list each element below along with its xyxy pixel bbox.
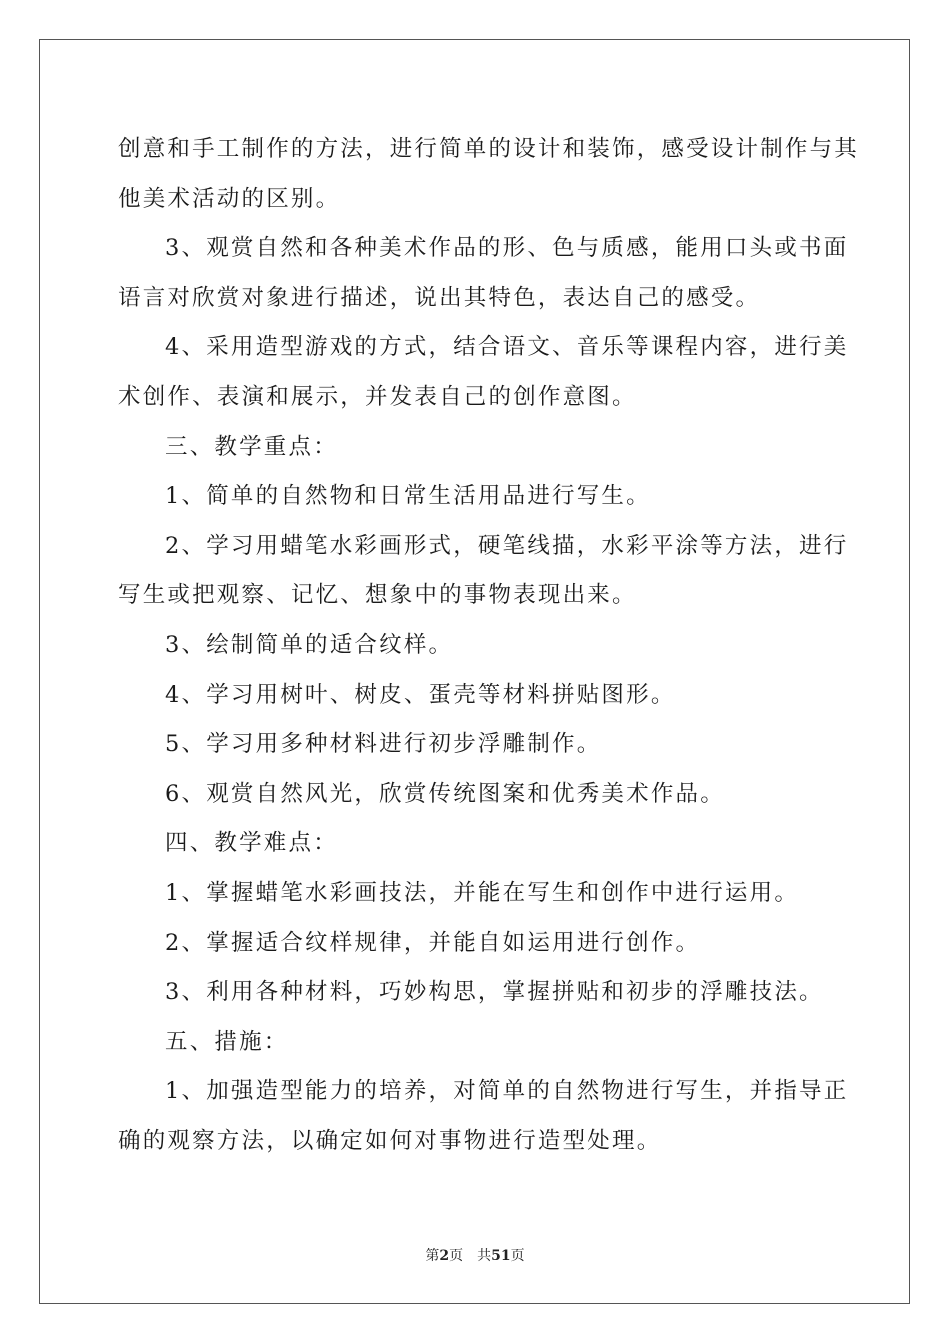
page-number: 2 xyxy=(439,1248,450,1264)
page-suffix: 页 xyxy=(449,1248,464,1264)
text-line: 三、教学重点： xyxy=(165,433,338,460)
total-suffix: 页 xyxy=(510,1248,525,1264)
text-line: 他美术活动的区别。 xyxy=(118,185,341,212)
total-pages: 51 xyxy=(491,1248,511,1264)
page-prefix: 第 xyxy=(425,1248,440,1264)
text-line: 确的观察方法，以确定如何对事物进行造型处理。 xyxy=(118,1127,662,1154)
text-line: 3、观赏自然和各种美术作品的形、色与质感，能用口头或书面 xyxy=(165,235,849,262)
text-line: 4、学习用树叶、树皮、蛋壳等材料拼贴图形。 xyxy=(165,681,676,708)
text-line: 1、加强造型能力的培养，对简单的自然物进行写生，并指导正 xyxy=(165,1078,849,1105)
text-line: 语言对欣赏对象进行描述，说出其特色，表达自己的感受。 xyxy=(118,284,761,311)
text-line: 术创作、表演和展示，并发表自己的创作意图。 xyxy=(118,383,637,410)
text-line: 3、绘制简单的适合纹样。 xyxy=(165,631,454,658)
text-line: 五、措施： xyxy=(165,1028,289,1055)
text-line: 6、观赏自然风光，欣赏传统图案和优秀美术作品。 xyxy=(165,780,725,807)
text-line: 1、简单的自然物和日常生活用品进行写生。 xyxy=(165,483,651,510)
page-footer xyxy=(0,1245,950,1265)
text-line: 4、采用造型游戏的方式，结合语文、音乐等课程内容，进行美 xyxy=(165,334,849,361)
text-line: 3、利用各种材料，巧妙构思，掌握拼贴和初步的浮雕技法。 xyxy=(165,979,824,1006)
text-line: 2、掌握适合纹样规律，并能自如运用进行创作。 xyxy=(165,929,701,956)
text-line: 创意和手工制作的方法，进行简单的设计和装饰，感受设计制作与其 xyxy=(118,136,860,162)
document-body xyxy=(118,125,860,1166)
text-line: 2、学习用蜡笔水彩画形式，硬笔线描，水彩平涂等方法，进行 xyxy=(165,532,849,559)
text-line: 写生或把观察、记忆、想象中的事物表现出来。 xyxy=(118,582,637,609)
text-line: 四、教学难点： xyxy=(165,830,338,857)
text-line: 1、掌握蜡笔水彩画技法，并能在写生和创作中进行运用。 xyxy=(165,879,800,906)
text-line: 5、学习用多种材料进行初步浮雕制作。 xyxy=(165,731,602,758)
total-prefix: 共 xyxy=(477,1248,492,1264)
